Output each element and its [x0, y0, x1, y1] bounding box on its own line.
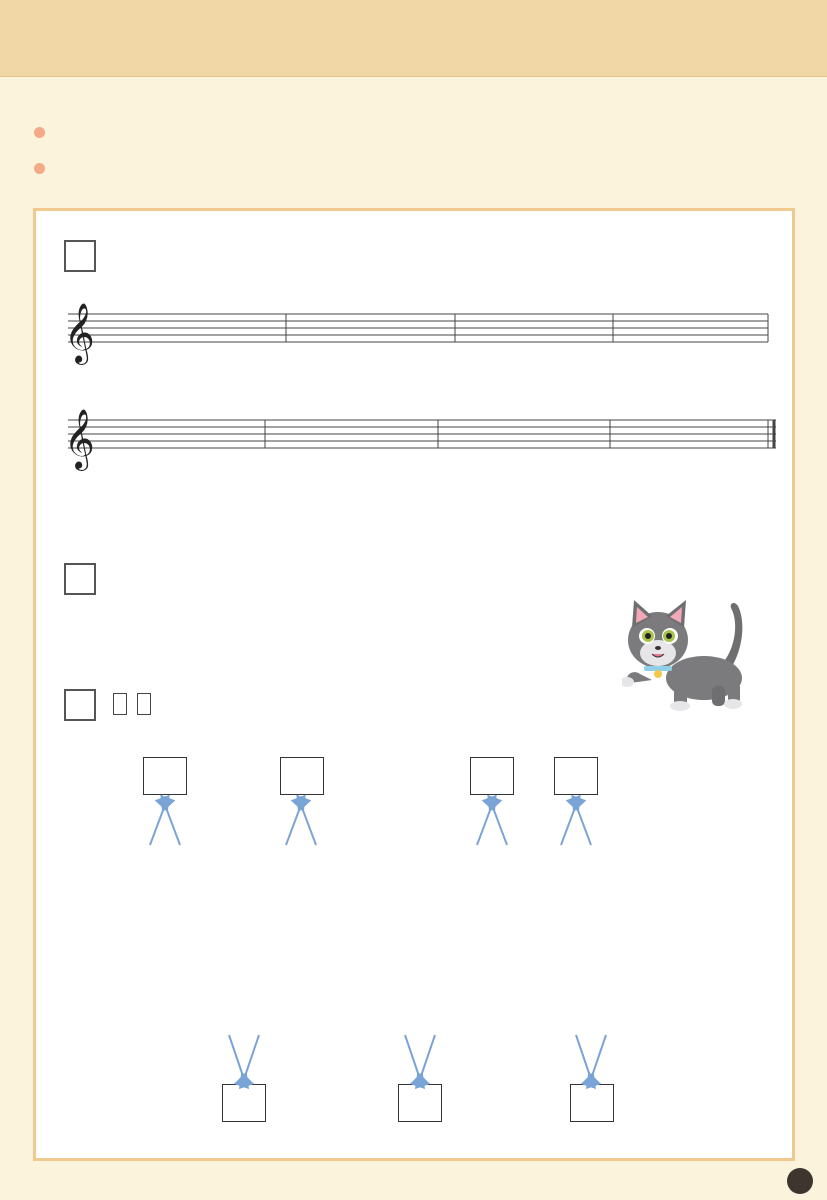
answer-box[interactable] [143, 757, 187, 795]
treble-clef-icon: 𝄞 [64, 303, 95, 363]
cat-illustration [622, 598, 752, 713]
answer-box[interactable] [470, 757, 514, 795]
answer-box[interactable] [554, 757, 598, 795]
task-icon [64, 240, 96, 272]
bullet-item [34, 153, 59, 183]
task-icon [64, 689, 96, 721]
task-icon [64, 563, 96, 595]
half-tone-sample [113, 693, 127, 715]
task3-text [110, 693, 154, 715]
music-staves [0, 290, 827, 530]
answer-box[interactable] [280, 757, 324, 795]
treble-clef-icon: 𝄞 [64, 409, 95, 469]
bullet-item [34, 117, 59, 147]
keyboard-diagram [0, 795, 827, 1095]
bullet-dot-icon [34, 163, 45, 174]
bullet-dot-icon [34, 127, 45, 138]
page-number [787, 1168, 813, 1194]
whole-tone-sample [137, 693, 151, 715]
header-band [0, 0, 827, 77]
